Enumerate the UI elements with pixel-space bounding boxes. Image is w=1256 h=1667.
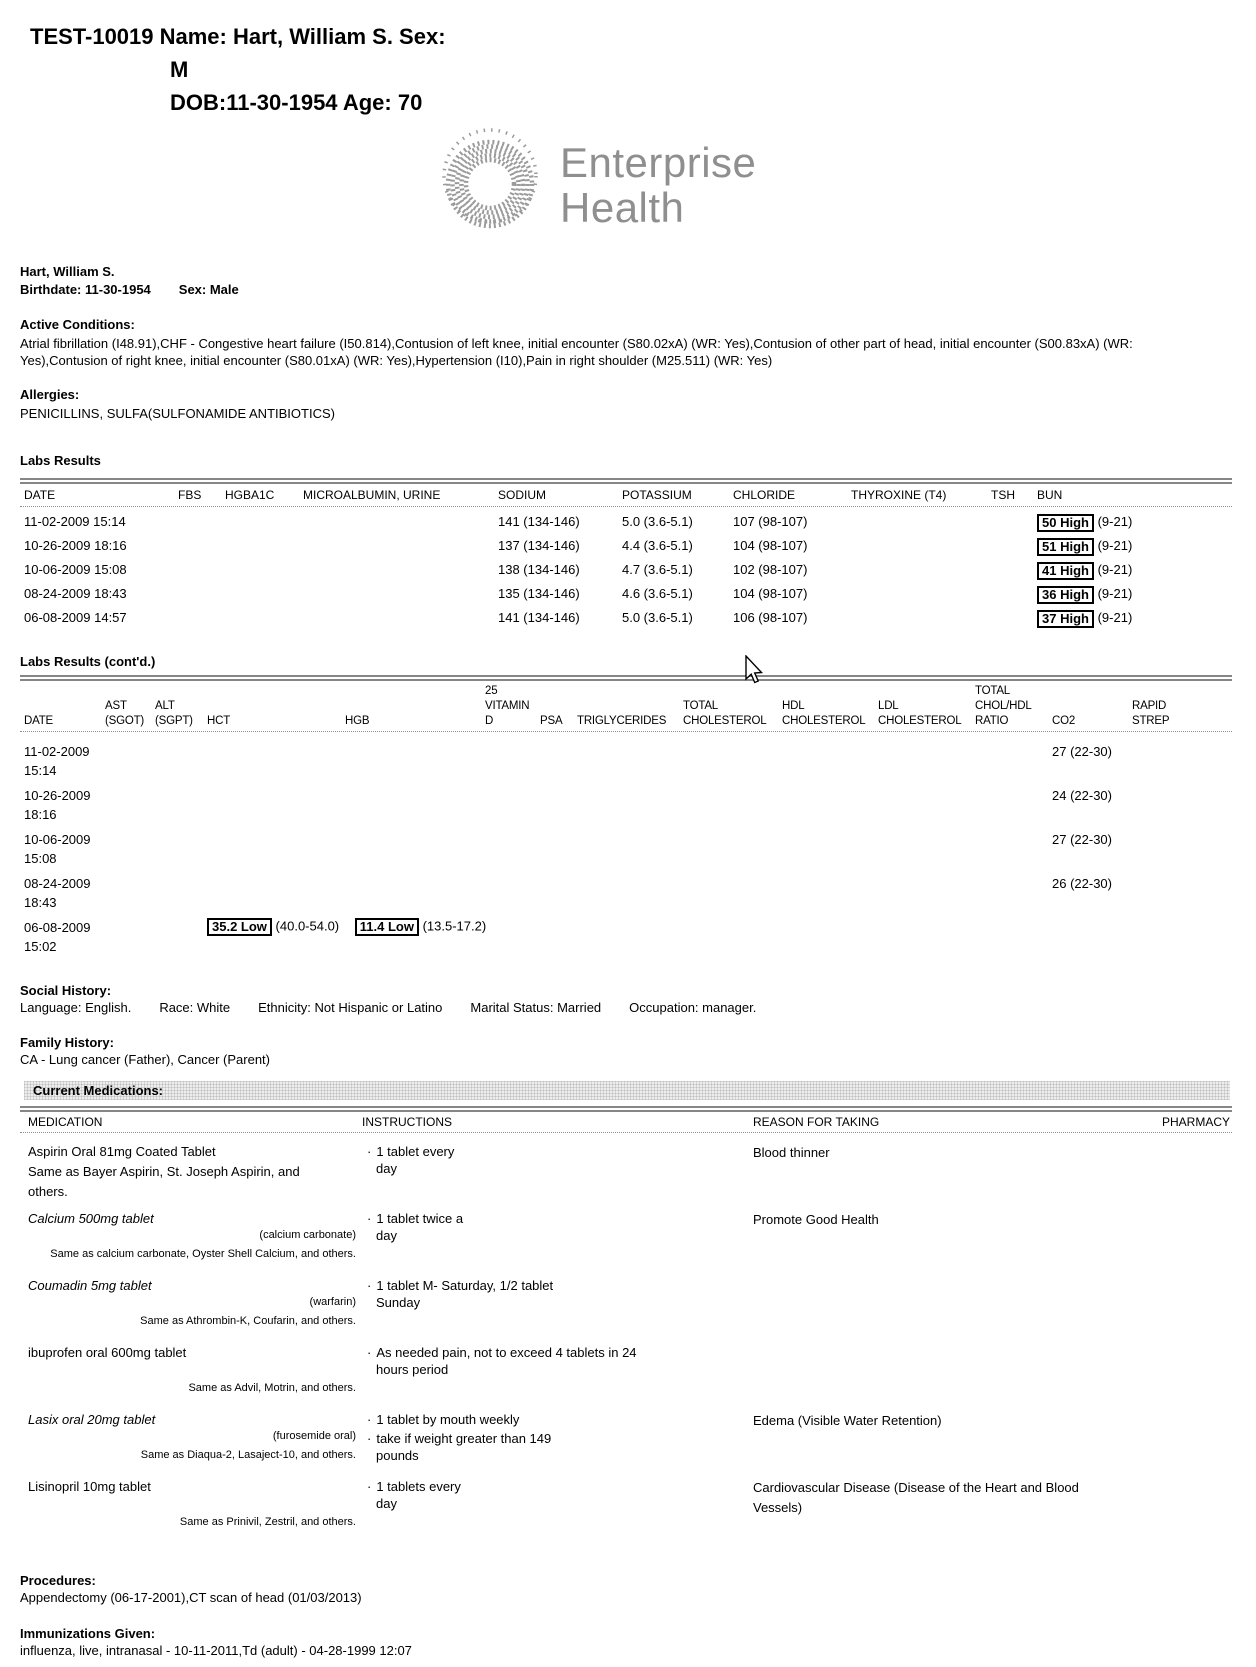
abnormal-high-flag: 37 High	[1037, 610, 1094, 628]
logo-wordmark	[560, 140, 756, 230]
patient-birth-sex-line	[20, 281, 239, 299]
social-history-text	[20, 999, 784, 1016]
col-header-potassium: POTASSIUM	[622, 488, 692, 502]
col-header-alt: ALT (SGPT)	[155, 700, 193, 727]
medication-pharmacy	[1083, 1141, 1232, 1208]
labs-row: 06-08-2009 14:57 141 (134-146) 5.0 (3.6-5.1) 106 (98-107) 37 High (9-21)	[24, 610, 1133, 626]
col-header-thyroxine: THYROXINE (T4)	[851, 488, 947, 502]
col-header-ldl-cholesterol: LDL CHOLESTEROL	[878, 700, 962, 727]
bullet-icon: ·	[367, 1412, 372, 1427]
allergies-text: PENICILLINS, SULFA(SULFONAMIDE ANTIBIOTICS)	[20, 406, 335, 421]
medication-instructions: · 1 tablet by mouth weekly · take if weight greater than 149 pounds	[367, 1412, 552, 1463]
medication-reason: Promote Good Health	[753, 1212, 879, 1227]
labs-contd-row	[20, 740, 1232, 784]
labs-row: 10-06-2009 15:08 138 (134-146) 4.7 (3.6-5.1) 102 (98-107) 41 High (9-21)	[24, 562, 1133, 578]
medication-name: Lasix oral 20mg tablet	[28, 1412, 156, 1427]
labs-results-section	[20, 452, 1232, 630]
medication-row	[20, 1342, 1232, 1409]
medication-generic-name: (furosemide oral)	[272, 1430, 356, 1442]
family-history-text: CA - Lung cancer (Father), Cancer (Parent)	[20, 1052, 270, 1067]
social-ethnicity: Ethnicity: Not Hispanic or Latino	[258, 1000, 443, 1015]
col-header-ast: AST (SGOT)	[105, 700, 145, 727]
medication-pharmacy	[1083, 1208, 1232, 1275]
col-header-medication: MEDICATION	[28, 1115, 103, 1129]
labs-contd-row: 10-06-2009 15:08 27 (22-30)	[24, 832, 1112, 866]
abnormal-low-flag: 11.4 Low	[355, 918, 419, 936]
current-medications-title-bar	[24, 1081, 1230, 1100]
logo-word-health: Health	[560, 184, 685, 231]
family-history-section	[20, 1034, 270, 1068]
col-header-tsh: TSH	[991, 488, 1015, 502]
active-conditions-section	[20, 316, 1165, 369]
col-header-fbs: FBS	[178, 488, 202, 502]
labs-contd-header-row	[20, 684, 1232, 729]
patient-name: Hart, William S.	[20, 264, 115, 279]
labs-contd-row: 10-26-2009 18:16 24 (22-30)	[24, 788, 1112, 822]
col-header-sodium: SODIUM	[498, 488, 546, 502]
col-header-triglycerides: TRIGLYCERIDES	[577, 715, 667, 727]
labs-results-header-row	[20, 488, 1232, 503]
bullet-icon: ·	[367, 1144, 372, 1159]
medication-row	[20, 1476, 1232, 1543]
col-header-date: DATE	[24, 715, 54, 727]
immunizations-label: Immunizations Given:	[20, 1626, 156, 1641]
medication-reason: Blood thinner	[753, 1145, 830, 1160]
medication-instructions: · 1 tablet M- Saturday, 1/2 tablet Sunday	[367, 1278, 554, 1310]
medication-row	[20, 1409, 1232, 1476]
dotted-rule	[20, 730, 1232, 732]
col-header-psa: PSA	[540, 715, 563, 727]
heading-line-2: M	[170, 57, 189, 82]
bullet-icon: ·	[367, 1479, 372, 1494]
medication-pharmacy	[1083, 1409, 1232, 1476]
col-header-instructions: INSTRUCTIONS	[362, 1115, 452, 1129]
current-medications-section	[20, 1081, 1232, 1543]
medication-name: Lisinopril 10mg tablet	[28, 1479, 151, 1494]
medication-same-as: Same as Athrombin-K, Coufarin, and others.	[140, 1315, 356, 1327]
social-occupation: Occupation: manager.	[629, 1000, 757, 1015]
patient-id-block	[20, 263, 239, 299]
col-header-bun: BUN	[1037, 488, 1063, 502]
social-history-label: Social History:	[20, 983, 112, 998]
medication-row	[20, 1141, 1232, 1208]
col-header-hct: HCT	[207, 715, 231, 727]
heading-line-1: TEST-10019 Name: Hart, William S. Sex:	[30, 24, 446, 49]
medication-name: Calcium 500mg tablet	[28, 1211, 154, 1226]
medication-instructions: · 1 tablet twice a day	[367, 1211, 464, 1243]
col-header-vitamin-d: 25 VITAMIN D	[485, 685, 530, 727]
lab-time: 15:14	[24, 763, 57, 778]
medication-instructions: · 1 tablets every day	[367, 1479, 461, 1511]
double-rule	[20, 675, 1232, 681]
abnormal-high-flag: 50 High	[1037, 514, 1094, 532]
double-rule	[20, 478, 1232, 484]
medication-row	[20, 1208, 1232, 1275]
double-rule	[20, 1106, 1232, 1112]
abnormal-high-flag: 51 High	[1037, 538, 1094, 556]
mouse-cursor-icon	[745, 655, 763, 684]
patient-sex: Sex: Male	[178, 282, 239, 297]
procedures-section	[20, 1572, 1165, 1606]
abnormal-high-flag: 36 High	[1037, 586, 1094, 604]
lab-chloride: 107 (98-107)	[733, 514, 808, 529]
medication-name: Coumadin 5mg tablet	[28, 1278, 152, 1293]
patient-birthdate: Birthdate: 11-30-1954	[20, 282, 151, 297]
dotted-rule	[20, 505, 1232, 507]
active-conditions-text: Atrial fibrillation (I48.91),CHF - Congestive heart failure (I50.814),Contusion of left knee, initial encounter (S80.02xA) (WR: Yes),Contusion of other part of head, initial encounter (S00.83xA) (WR: Yes),Contusion of right knee, initial encounter (S80.01xA) (WR: Yes),Hypertension (I10),Pain in right shoulder (M25.511) (WR: Yes)	[20, 336, 1133, 368]
heading-line-3: DOB:11-30-1954 Age: 70	[170, 90, 423, 115]
allergies-label: Allergies:	[20, 387, 80, 402]
social-history-section	[20, 982, 784, 1016]
current-medications-title: Current Medications:	[33, 1083, 164, 1098]
medication-same-as: Same as Prinivil, Zestril, and others.	[179, 1516, 356, 1528]
lab-sodium: 141 (134-146)	[498, 514, 580, 529]
lab-co2: 27 (22-30)	[1052, 744, 1112, 759]
medication-reason	[753, 1342, 1083, 1409]
col-header-chloride: CHLORIDE	[733, 488, 796, 502]
social-race: Race: White	[159, 1000, 231, 1015]
medication-reason	[753, 1275, 1083, 1342]
labs-row: 10-26-2009 18:16 137 (134-146) 4.4 (3.6-5.1) 104 (98-107) 51 High (9-21)	[24, 538, 1133, 554]
labs-row	[20, 510, 1232, 534]
medication-pharmacy	[1083, 1476, 1232, 1543]
bullet-icon: ·	[367, 1211, 372, 1226]
col-header-hdl-cholesterol: HDL CHOLESTEROL	[782, 700, 866, 727]
col-header-rapid-strep: RAPID STREP	[1132, 700, 1170, 727]
labs-results-contd-title: Labs Results (cont'd.)	[20, 654, 156, 669]
dotted-rule	[20, 1131, 1232, 1133]
medication-generic-name: (calcium carbonate)	[259, 1229, 356, 1241]
medication-instructions: · 1 tablet every day	[367, 1144, 455, 1176]
col-header-chol-hdl-ratio: TOTAL CHOL/HDL RATIO	[975, 685, 1032, 727]
col-header-hgb: HGB	[345, 715, 370, 727]
medication-same-as: Same as Diaqua-2, Lasaject-10, and others.	[140, 1449, 356, 1461]
medication-reason: Cardiovascular Disease (Disease of the Heart and Blood Vessels)	[753, 1480, 1079, 1515]
lab-bun: 50 High (9-21)	[1037, 510, 1232, 534]
medication-name: ibuprofen oral 600mg tablet	[28, 1345, 187, 1360]
logo-halftone-ring-icon	[440, 128, 540, 238]
immunizations-section	[20, 1625, 1165, 1659]
abnormal-high-flag: 41 High	[1037, 562, 1094, 580]
medication-instructions: · As needed pain, not to exceed 4 tablets in 24 hours period	[367, 1345, 637, 1377]
medication-pharmacy	[1083, 1275, 1232, 1342]
medication-name: Aspirin Oral 81mg Coated Tablet	[28, 1144, 216, 1159]
abnormal-low-flag: 35.2 Low	[207, 918, 272, 936]
col-header-hgba1c: HGBA1C	[225, 488, 275, 502]
family-history-label: Family History:	[20, 1035, 114, 1050]
social-marital: Marital Status: Married	[470, 1000, 602, 1015]
logo-word-enterprise: Enterprise	[560, 139, 757, 186]
medication-same-as: Same as Advil, Motrin, and others.	[188, 1382, 356, 1394]
col-header-pharmacy: PHARMACY	[1161, 1115, 1230, 1129]
medications-header-row	[20, 1115, 1232, 1129]
col-header-date: DATE	[24, 488, 56, 502]
labs-contd-row: 08-24-2009 18:43 26 (22-30)	[24, 876, 1112, 910]
bullet-icon: ·	[367, 1278, 372, 1293]
active-conditions-label: Active Conditions:	[20, 317, 135, 332]
enterprise-health-logo	[440, 128, 756, 238]
col-header-microalbumin: MICROALBUMIN, URINE	[303, 488, 441, 502]
medication-reason: Edema (Visible Water Retention)	[753, 1413, 942, 1428]
lab-date: 11-02-2009	[24, 744, 90, 759]
labs-contd-row: 06-08-2009 15:02 35.2 Low (40.0-54.0) 11.4 Low (13.5-17.2)	[20, 916, 1232, 960]
labs-results-title: Labs Results	[20, 453, 101, 468]
col-header-total-cholesterol: TOTAL CHOLESTEROL	[683, 700, 767, 727]
social-language: Language: English.	[20, 1000, 132, 1015]
col-header-reason: REASON FOR TAKING	[753, 1115, 880, 1129]
procedures-label: Procedures:	[20, 1573, 96, 1588]
immunizations-text: influenza, live, intranasal - 10-11-2011,Td (adult) - 04-28-1999 12:07	[20, 1643, 412, 1658]
hct-hgb-low-values: 35.2 Low (40.0-54.0) 11.4 Low (13.5-17.2)	[105, 918, 485, 960]
medication-same-as: Same as calcium carbonate, Oyster Shell Calcium, and others.	[50, 1248, 356, 1260]
lab-date: 11-02-2009 15:14	[24, 514, 126, 529]
labs-results-contd-section	[20, 653, 1232, 960]
allergies-section	[20, 386, 1165, 422]
col-header-co2: CO2	[1052, 715, 1076, 727]
medication-pharmacy	[1083, 1342, 1232, 1409]
bullet-icon: ·	[367, 1345, 372, 1360]
bullet-icon: ·	[367, 1431, 372, 1446]
medication-generic-name: (warfarin)	[309, 1296, 356, 1308]
procedures-text: Appendectomy (06-17-2001),CT scan of head (01/03/2013)	[20, 1590, 362, 1605]
medication-row	[20, 1275, 1232, 1342]
labs-row: 08-24-2009 18:43 135 (134-146) 4.6 (3.6-5.1) 104 (98-107) 36 High (9-21)	[24, 586, 1133, 602]
document-heading	[30, 20, 446, 119]
lab-potassium: 5.0 (3.6-5.1)	[622, 514, 693, 529]
medication-same-as: Same as Bayer Aspirin, St. Joseph Aspirin, and others.	[28, 1164, 300, 1199]
